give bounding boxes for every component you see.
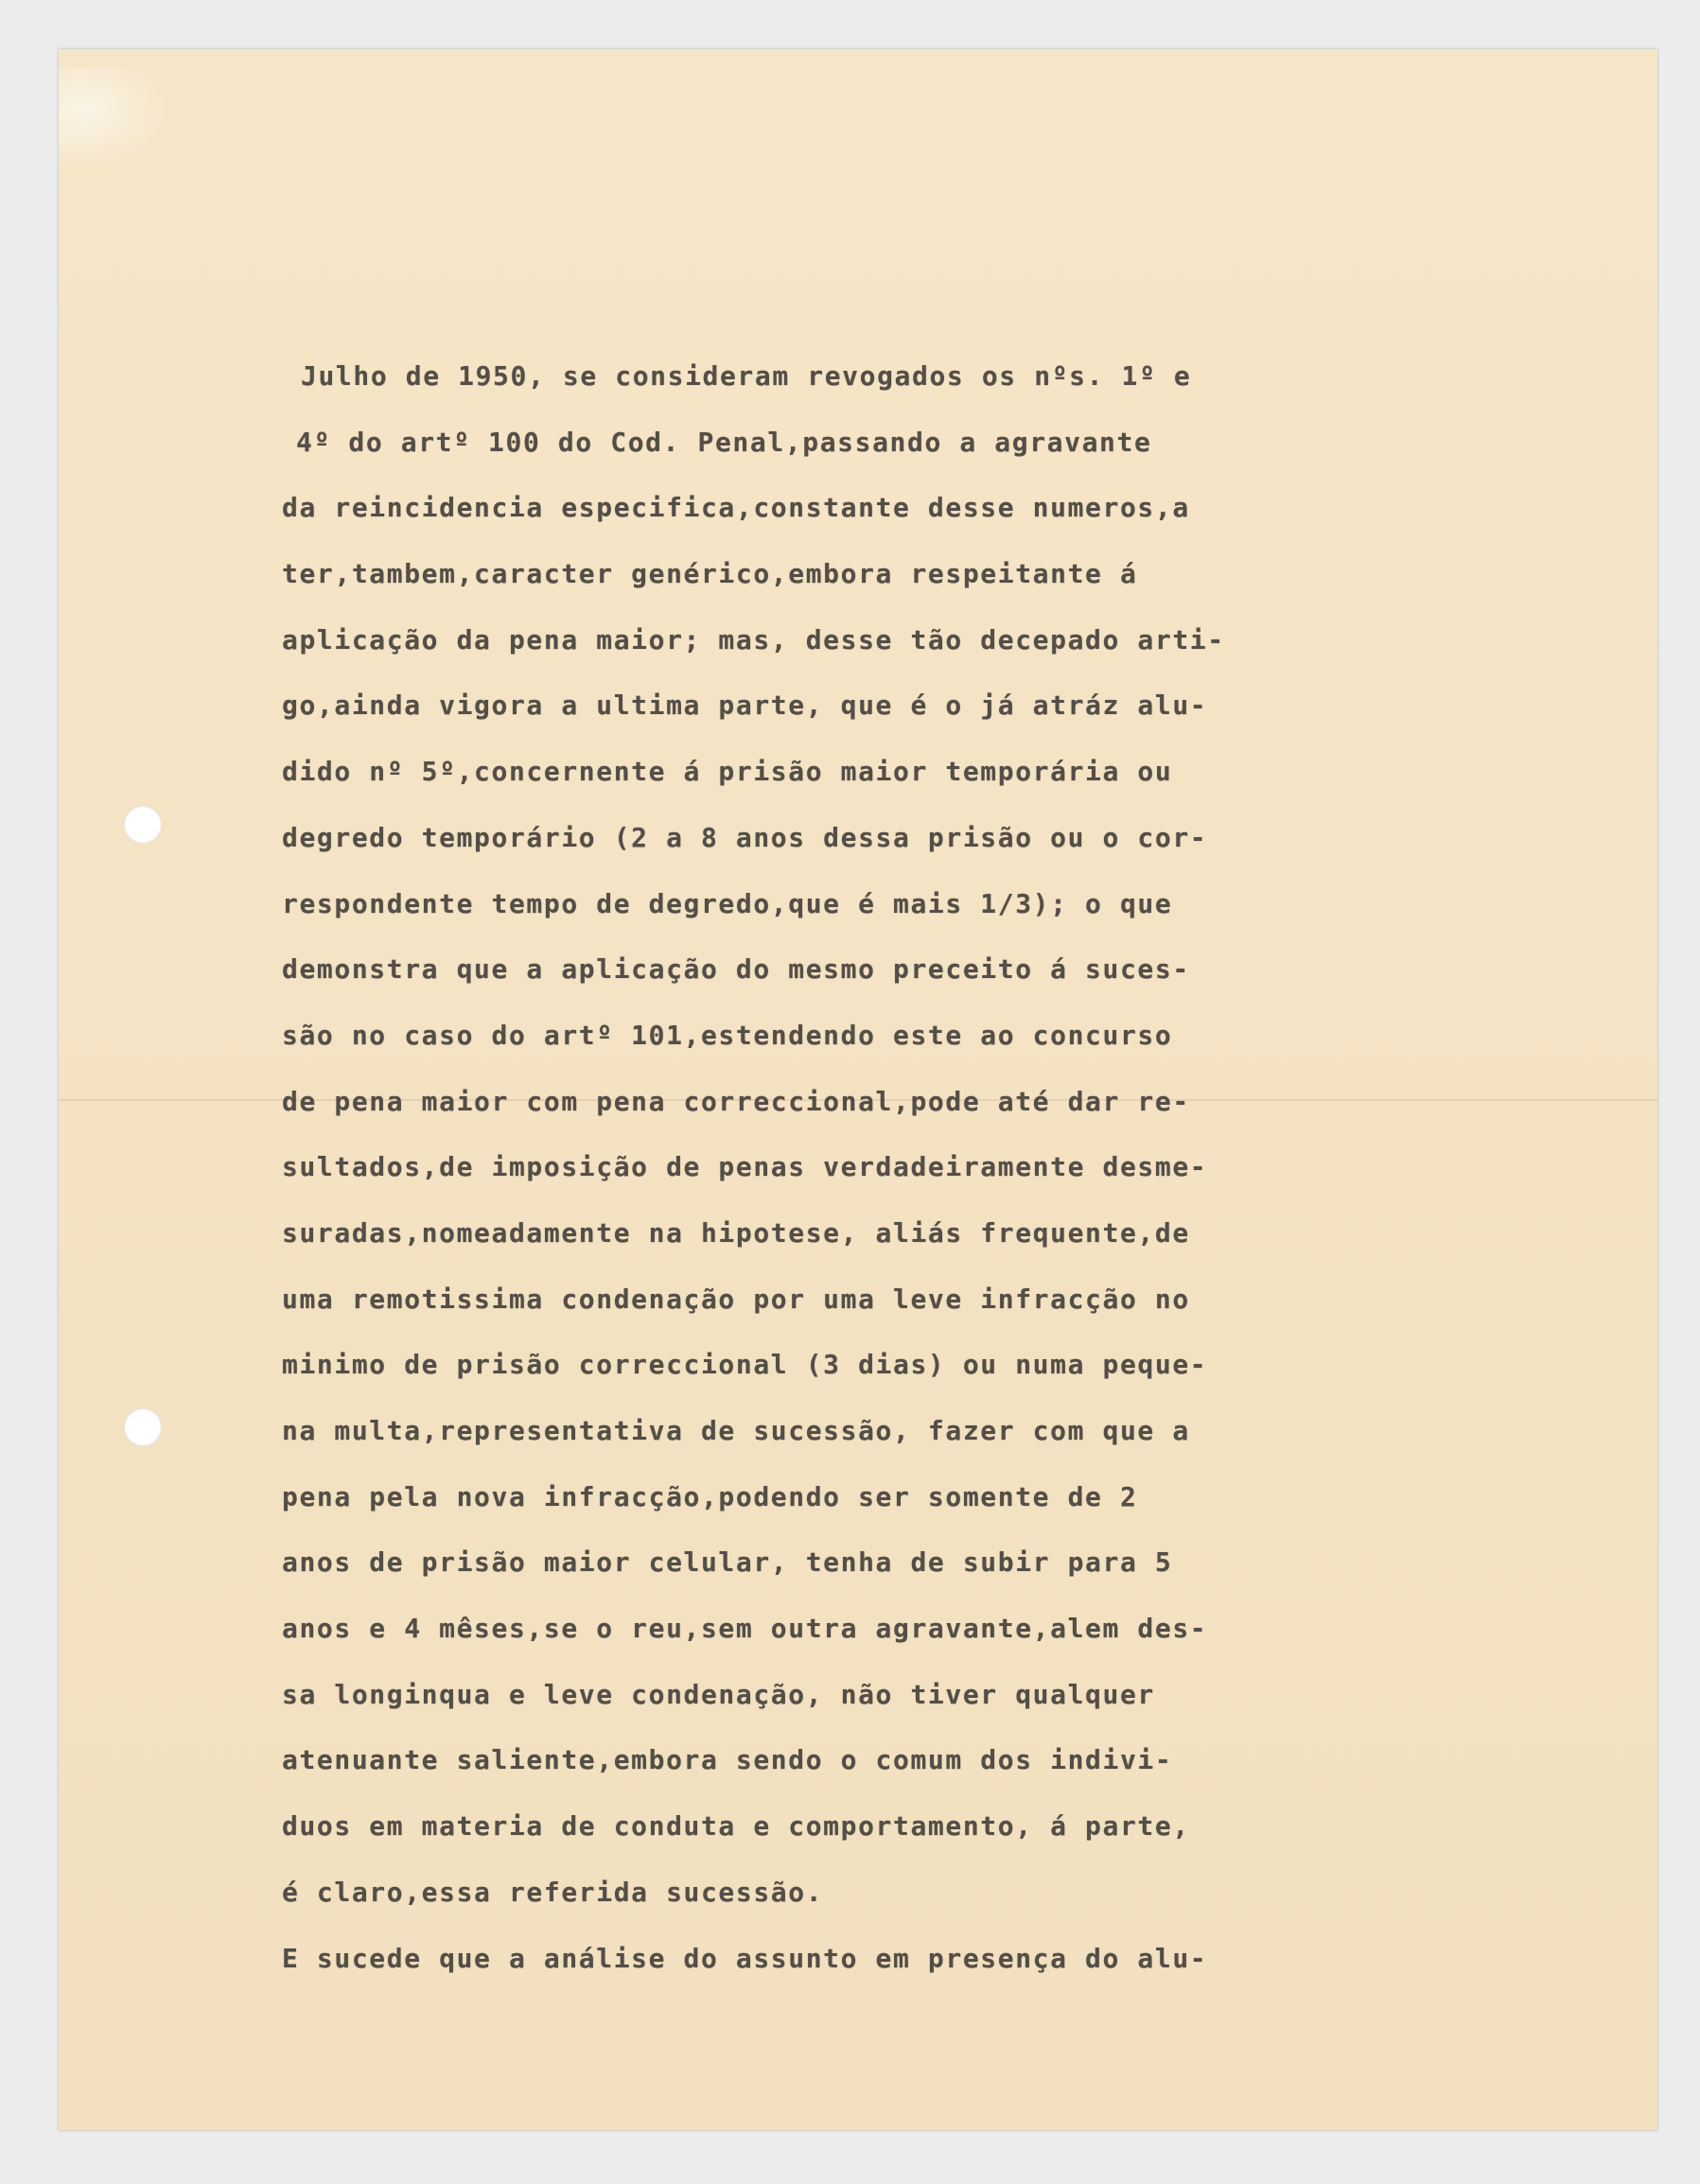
text-line: atenuante saliente,embora sendo o comum dos indivi- bbox=[282, 1744, 1173, 1776]
text-line: minimo de prisão correccional (3 dias) ou numa peque- bbox=[282, 1349, 1208, 1381]
punch-hole-bottom bbox=[124, 1408, 162, 1446]
text-line: da reincidencia especifica,constante desse numeros,a bbox=[282, 492, 1190, 524]
text-line: aplicação da pena maior; mas, desse tão decepado arti- bbox=[282, 623, 1225, 655]
text-line: 4º do artº 100 do Cod. Penal,passando a agravante bbox=[296, 426, 1152, 458]
punch-hole-top bbox=[124, 806, 162, 844]
text-line: na multa,representativa de sucessão, fazer com que a bbox=[282, 1415, 1190, 1446]
text-line: de pena maior com pena correccional,pode até dar re- bbox=[282, 1085, 1190, 1117]
text-line: go,ainda vigora a ultima parte, que é o já atráz alu- bbox=[282, 690, 1208, 722]
text-line: demonstra que a aplicação do mesmo preceito á suces- bbox=[282, 953, 1190, 986]
text-line: anos e 4 mêses,se o reu,sem outra agravante,alem des- bbox=[282, 1613, 1208, 1645]
worn-corner bbox=[59, 68, 172, 172]
text-line: duos em materia de conduta e comportamento, á parte, bbox=[282, 1810, 1190, 1843]
text-line: é claro,essa referida sucessão. bbox=[282, 1876, 824, 1908]
text-line: Julho de 1950, se consideram revogados os nºs. 1º e bbox=[301, 360, 1192, 392]
text-line: são no caso do artº 101,estendendo este ao concurso bbox=[282, 1019, 1173, 1051]
text-line: pena pela nova infracção,podendo ser somente de 2 bbox=[282, 1480, 1138, 1512]
text-line: ter,tambem,caracter genérico,embora respeitante á bbox=[282, 558, 1138, 590]
text-line: respondente tempo de degredo,que é mais 1/3); o que bbox=[282, 887, 1173, 919]
text-line: suradas,nomeadamente na hipotese, aliás frequente,de bbox=[282, 1216, 1190, 1249]
text-line: anos de prisão maior celular, tenha de subir para 5 bbox=[282, 1546, 1173, 1579]
text-line: sa longinqua e leve condenação, não tiver qualquer bbox=[282, 1678, 1155, 1710]
text-line: uma remotissima condenação por uma leve infracção no bbox=[282, 1283, 1190, 1315]
text-line: E sucede que a análise do assunto em presença do alu- bbox=[282, 1942, 1208, 1974]
text-line: dido nº 5º,concernente á prisão maior temporária ou bbox=[282, 756, 1173, 788]
text-line: degredo temporário (2 a 8 anos dessa prisão ou o cor- bbox=[282, 821, 1208, 853]
text-line: sultados,de imposição de penas verdadeiramente desme- bbox=[282, 1151, 1208, 1183]
typewritten-body bbox=[282, 348, 1379, 1996]
